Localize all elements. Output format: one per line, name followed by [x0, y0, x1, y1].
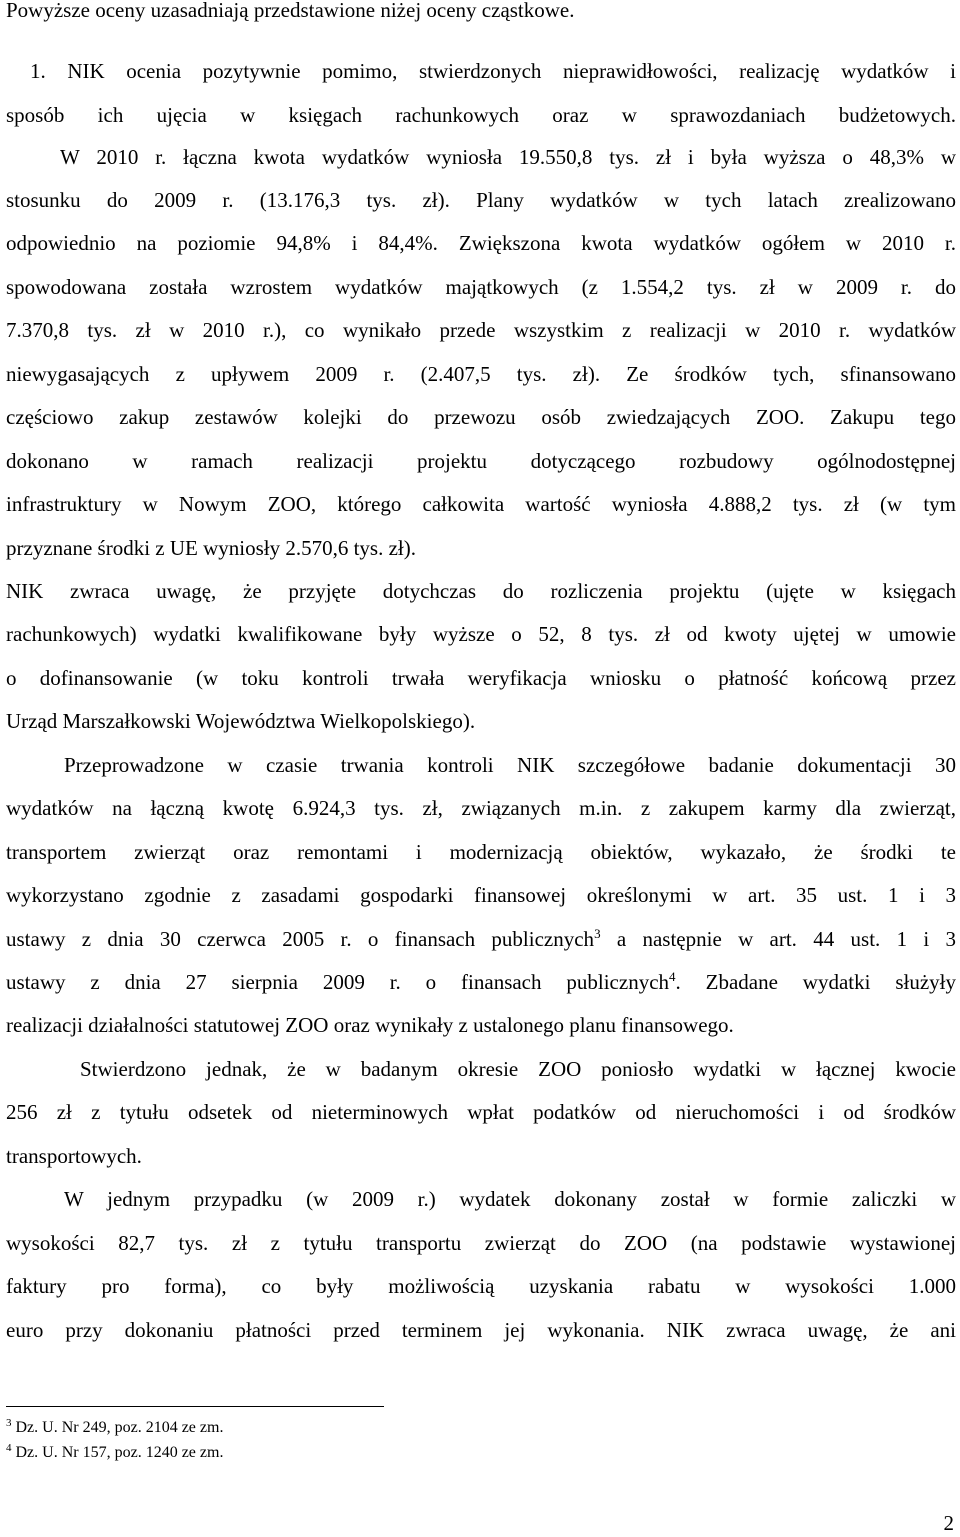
paragraph-line: transportowych. — [6, 1144, 142, 1168]
page-number: 2 — [943, 1511, 954, 1535]
footnote-divider — [6, 1406, 384, 1407]
paragraph-line: wykorzystano zgodnie z zasadami gospodarki finansowej określonymi w art. 35 ust. 1 i 3 — [6, 883, 956, 907]
paragraph-line: o dofinansowanie (w toku kontroli trwała weryfikacja wniosku o płatność końcową przez — [6, 666, 956, 690]
paragraph-line: niewygasających z upływem 2009 r. (2.407,5 tys. zł). Ze środków tych, sfinansowano — [6, 362, 956, 386]
footnote — [6, 1443, 223, 1463]
footnote-ref[interactable]: 4 — [669, 969, 676, 984]
paragraph-line: W jednym przypadku (w 2009 r.) wydatek dokonany został w formie zaliczki w — [64, 1187, 956, 1211]
paragraph-line: stosunku do 2009 r. (13.176,3 tys. zł). Plany wydatków w tych latach zrealizowano — [6, 188, 956, 212]
paragraph-line: rachunkowych) wydatki kwalifikowane były wyższe o 52, 8 tys. zł od kwoty ujętej w umowie — [6, 622, 956, 646]
paragraph-line: sposób ich ujęcia w księgach rachunkowych oraz w sprawozdaniach budżetowych. — [6, 103, 956, 127]
paragraph-line: NIK zwraca uwagę, że przyjęte dotychczas do rozliczenia projektu (ujęte w księgach — [6, 579, 956, 603]
footnote — [6, 1418, 223, 1438]
paragraph-line: spowodowana została wzrostem wydatków majątkowych (z 1.554,2 tys. zł w 2009 r. do — [6, 275, 956, 299]
paragraph-line: 1. NIK ocenia pozytywnie pomimo, stwierdzonych nieprawidłowości, realizację wydatków i — [30, 59, 956, 83]
footnote-ref[interactable]: 3 — [594, 926, 601, 941]
paragraph-line: euro przy dokonaniu płatności przed terminem jej wykonania. NIK zwraca uwagę, że ani — [6, 1318, 956, 1342]
paragraph-line: przyznane środki z UE wyniosły 2.570,6 tys. zł). — [6, 536, 417, 560]
paragraph-line: W 2010 r. łączna kwota wydatków wyniosła 19.550,8 tys. zł i była wyższa o 48,3% w — [60, 145, 956, 169]
paragraph-line: Urząd Marszałkowski Województwa Wielkopolskiego). — [6, 709, 476, 733]
paragraph-line: Stwierdzono jednak, że w badanym okresie ZOO poniosło wydatki w łącznej kwocie — [80, 1057, 956, 1081]
paragraph-line: 256 zł z tytułu odsetek od nieterminowych wpłat podatków od nieruchomości i od środków — [6, 1100, 956, 1124]
paragraph-line: wydatków na łączną kwotę 6.924,3 tys. zł, związanych m.in. z zakupem karmy dla zwierząt, — [6, 796, 956, 820]
paragraph-line: 7.370,8 tys. zł w 2010 r.), co wynikało przede wszystkim z realizacji w 2010 r. wydatków — [6, 318, 956, 342]
paragraph-line: ustawy z dnia 30 czerwca 2005 r. o finansach publicznych$^3$ a następnie w art. 44 ust. 1 i 3 — [6, 926, 956, 951]
paragraph-line: ustawy z dnia 27 sierpnia 2009 r. o finansach publicznych$^4$. Zbadane wydatki służyły — [6, 969, 957, 994]
paragraph-line: faktury pro forma), co były możliwością uzyskania rabatu w wysokości 1.000 — [6, 1274, 956, 1298]
footnote-number: 3 — [6, 1417, 12, 1429]
footnote-number: 4 — [6, 1442, 12, 1454]
paragraph-line: wysokości 82,7 tys. zł z tytułu transportu zwierząt do ZOO (na podstawie wystawionej — [6, 1231, 956, 1255]
intro-line: Powyższe oceny uzasadniają przedstawione niżej oceny cząstkowe. — [6, 0, 575, 22]
paragraph-line: częściowo zakup zestawów kolejki do przewozu osób zwiedzających ZOO. Zakupu tego — [6, 405, 956, 429]
paragraph-line: Przeprowadzone w czasie trwania kontroli NIK szczegółowe badanie dokumentacji 30 — [64, 753, 956, 777]
paragraph-line: odpowiednio na poziomie 94,8% i 84,4%. Zwiększona kwota wydatków ogółem w 2010 r. — [6, 231, 956, 255]
paragraph-line: realizacji działalności statutowej ZOO oraz wynikały z ustalonego planu finansowego. — [6, 1013, 734, 1037]
footnote-text: Dz. U. Nr 249, poz. 2104 ze zm. — [15, 1419, 224, 1436]
paragraph-line: transportem zwierząt oraz remontami i modernizacją obiektów, wykazało, że środki te — [6, 840, 956, 864]
paragraph-line: dokonano w ramach realizacji projektu dotyczącego rozbudowy ogólnodostępnej — [6, 449, 956, 473]
paragraph-line: infrastruktury w Nowym ZOO, którego całkowita wartość wyniosła 4.888,2 tys. zł (w tym — [6, 492, 956, 516]
footnote-text: Dz. U. Nr 157, poz. 1240 ze zm. — [15, 1444, 224, 1461]
